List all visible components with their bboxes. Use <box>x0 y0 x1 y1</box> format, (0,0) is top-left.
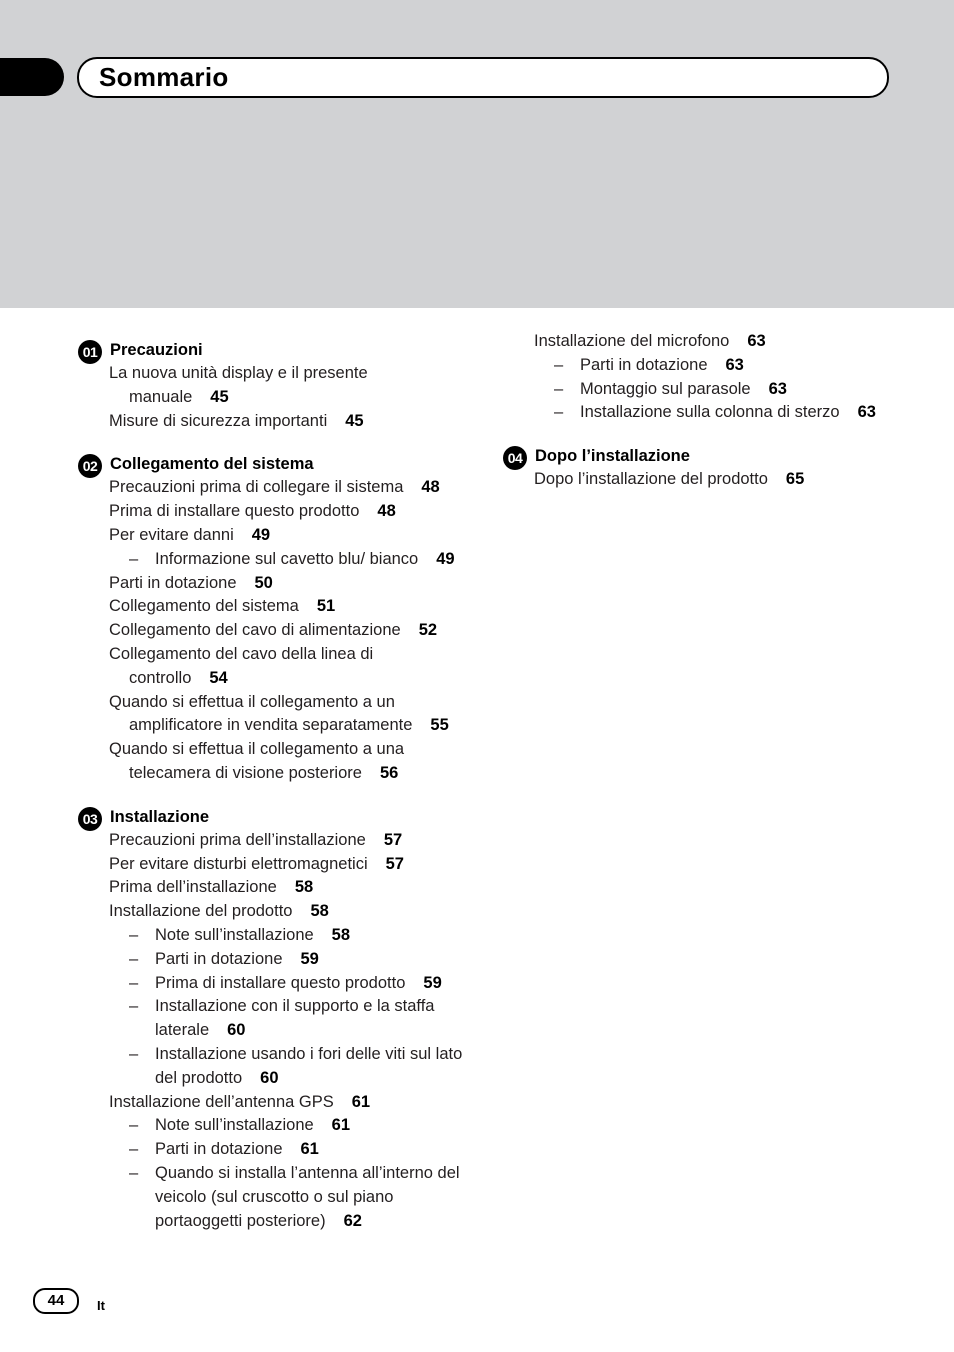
toc-entry[interactable] <box>534 330 893 354</box>
section-heading <box>78 803 468 829</box>
toc-entry-text: Precauzioni prima di collegare il sistema <box>109 478 404 497</box>
section-heading <box>503 442 893 468</box>
toc-page-number: 59 <box>300 949 319 968</box>
toc-entry-text: Installazione del prodotto <box>109 902 293 921</box>
toc-page-number: 57 <box>383 830 403 849</box>
toc-page-number: 45 <box>210 387 229 406</box>
toc-section-continued <box>503 330 893 425</box>
toc-entry[interactable] <box>109 595 468 619</box>
toc-entry-list <box>503 468 893 492</box>
toc-entry-text: Parti in dotazione <box>109 573 237 592</box>
page-title: Sommario <box>99 62 229 92</box>
toc-page-number: 61 <box>331 1116 351 1135</box>
dash-marker: – <box>554 403 564 422</box>
toc-entry[interactable] <box>109 410 468 434</box>
toc-entry-list <box>503 330 893 425</box>
dash-marker: – <box>129 1140 139 1159</box>
dash-marker: – <box>554 379 564 398</box>
toc-entry[interactable] <box>109 619 468 643</box>
toc-entry-list <box>78 829 468 1234</box>
toc-page-number: 63 <box>857 403 876 422</box>
section-title[interactable]: Dopo l’installazione <box>535 447 690 466</box>
toc-entry-text: Precauzioni prima dell’installazione <box>109 830 366 849</box>
toc-entry[interactable] <box>109 362 468 410</box>
section-title[interactable]: Installazione <box>110 807 210 826</box>
toc-page-number: 58 <box>331 925 351 944</box>
toc-subentry[interactable] <box>109 1043 468 1091</box>
toc-page-number: 62 <box>343 1211 362 1230</box>
dash-marker: – <box>129 973 139 992</box>
toc-page-number: 63 <box>725 355 744 374</box>
section-title[interactable]: Precauzioni <box>110 341 203 359</box>
toc-page-number: 61 <box>300 1140 319 1159</box>
toc-section <box>78 336 468 433</box>
toc-entry-text: La nuova unità display e il presente manuale <box>109 364 368 406</box>
toc-page-number: 60 <box>227 1021 246 1040</box>
dash-marker: – <box>129 1116 139 1135</box>
toc-section <box>78 450 468 785</box>
toc-entry-text: Parti in dotazione <box>580 355 708 374</box>
toc-entry-text: Collegamento del cavo della linea di controllo <box>109 644 374 687</box>
toc-subentry[interactable] <box>534 378 893 402</box>
toc-subentry[interactable] <box>109 995 468 1043</box>
toc-page-number: 56 <box>379 763 399 782</box>
toc-entry-text: Installazione dell’antenna GPS <box>109 1092 334 1111</box>
toc-page-number: 63 <box>747 332 766 350</box>
dash-marker: – <box>129 997 139 1016</box>
toc-column-left <box>78 336 468 1250</box>
toc-page-number: 52 <box>418 621 438 640</box>
toc-entry[interactable] <box>109 572 468 596</box>
toc-subentry[interactable] <box>109 1138 468 1162</box>
toc-entry[interactable] <box>109 643 468 691</box>
toc-entry-text: Installazione usando i fori delle viti sul lato del prodotto <box>155 1044 463 1087</box>
toc-entry[interactable] <box>109 876 468 900</box>
toc-subentry[interactable] <box>109 924 468 948</box>
toc-entry-text: Montaggio sul parasole <box>580 379 751 398</box>
toc-page-number: 49 <box>251 525 271 544</box>
section-number-badge: 03 <box>78 807 102 831</box>
toc-entry-text: Collegamento del sistema <box>109 597 299 616</box>
toc-entry-text: Collegamento del cavo di alimentazione <box>109 621 401 640</box>
toc-entry-text: Per evitare danni <box>109 525 234 544</box>
toc-subentry[interactable] <box>534 354 893 378</box>
toc-entry[interactable] <box>109 900 468 924</box>
toc-section <box>503 442 893 492</box>
toc-page-number: 55 <box>430 716 449 735</box>
section-heading <box>78 450 468 476</box>
toc-page-number: 58 <box>310 902 329 921</box>
toc-page-number: 61 <box>351 1092 371 1111</box>
toc-entry-text: Informazione sul cavetto blu/ bianco <box>155 549 419 568</box>
toc-entry[interactable] <box>534 468 893 492</box>
toc-entry-text: Installazione sulla colonna di sterzo <box>580 403 840 422</box>
toc-entry-list <box>78 362 468 433</box>
toc-entry-text: Parti in dotazione <box>155 949 283 968</box>
toc-subentry[interactable] <box>109 548 468 572</box>
dash-marker: – <box>554 355 564 374</box>
dash-marker: – <box>129 1044 139 1063</box>
toc-entry[interactable] <box>109 500 468 524</box>
section-number-badge: 01 <box>78 340 102 364</box>
toc-entry-text: Installazione con il supporto e la staffa laterale <box>155 997 435 1040</box>
page-number-badge: 44 <box>33 1288 79 1314</box>
toc-page-number: 50 <box>254 573 273 592</box>
toc-entry[interactable] <box>109 853 468 877</box>
toc-entry-text: Quando si effettua il collegamento a un amplificatore in vendita separatamente <box>109 692 413 735</box>
toc-entry-text: Prima dell’installazione <box>109 878 277 897</box>
dash-marker: – <box>129 949 139 968</box>
toc-entry[interactable] <box>109 1091 468 1115</box>
section-title[interactable]: Collegamento del sistema <box>110 455 314 474</box>
toc-entry[interactable] <box>109 829 468 853</box>
section-number-badge: 02 <box>78 454 102 478</box>
toc-subentry[interactable] <box>109 1162 468 1233</box>
toc-page-number: 48 <box>377 502 396 521</box>
header-tab <box>0 58 64 96</box>
toc-section <box>78 803 468 1234</box>
toc-page-number: 65 <box>785 470 805 489</box>
toc-page-number: 48 <box>421 478 440 497</box>
toc-entry[interactable] <box>109 476 468 500</box>
title-box <box>77 57 889 98</box>
toc-entry-text: Quando si effettua il collegamento a una telecamera di visione posteriore <box>109 740 405 782</box>
toc-entry[interactable] <box>109 691 468 739</box>
toc-entry-text: Note sull’installazione <box>155 1116 314 1135</box>
toc-entry-text: Prima di installare questo prodotto <box>109 502 360 521</box>
toc-entry-list <box>78 476 468 785</box>
toc-entry-text: Note sull’installazione <box>155 925 314 944</box>
toc-page-number: 45 <box>345 411 364 430</box>
toc-page-number: 59 <box>423 973 442 992</box>
toc-subentry[interactable] <box>109 948 468 972</box>
toc-page-number: 63 <box>768 379 787 398</box>
toc-subentry[interactable] <box>109 972 468 996</box>
toc-page-number: 49 <box>436 549 455 568</box>
toc-entry-text: Prima di installare questo prodotto <box>155 973 406 992</box>
toc-entry-text: Parti in dotazione <box>155 1140 283 1159</box>
toc-page-number: 60 <box>260 1068 279 1087</box>
section-number-badge: 04 <box>503 446 527 470</box>
language-label: It <box>97 1298 105 1313</box>
toc-entry-text: Misure di sicurezza importanti <box>109 411 328 430</box>
section-heading <box>78 336 468 362</box>
toc-entry-text: Installazione del microfono <box>534 332 730 350</box>
toc-entry[interactable] <box>109 738 468 786</box>
toc-entry[interactable] <box>109 524 468 548</box>
toc-page-number: 51 <box>316 597 336 616</box>
header-band <box>0 0 954 308</box>
dash-marker: – <box>129 549 139 568</box>
dash-marker: – <box>129 925 139 944</box>
toc-entry-text: Per evitare disturbi elettromagnetici <box>109 854 368 873</box>
toc-page-number: 57 <box>385 854 404 873</box>
toc-subentry[interactable] <box>534 401 893 425</box>
toc-subentry[interactable] <box>109 1114 468 1138</box>
toc-column-right <box>503 332 893 509</box>
toc-page-number: 58 <box>294 878 314 897</box>
dash-marker: – <box>129 1163 139 1182</box>
toc-page-number: 54 <box>209 668 228 687</box>
toc-entry-text: Dopo l’installazione del prodotto <box>534 470 768 489</box>
toc-entry-text: Quando si installa l’antenna all’interno del veicolo (sul cruscotto o sul piano portaoggetti posteriore) <box>155 1163 460 1230</box>
